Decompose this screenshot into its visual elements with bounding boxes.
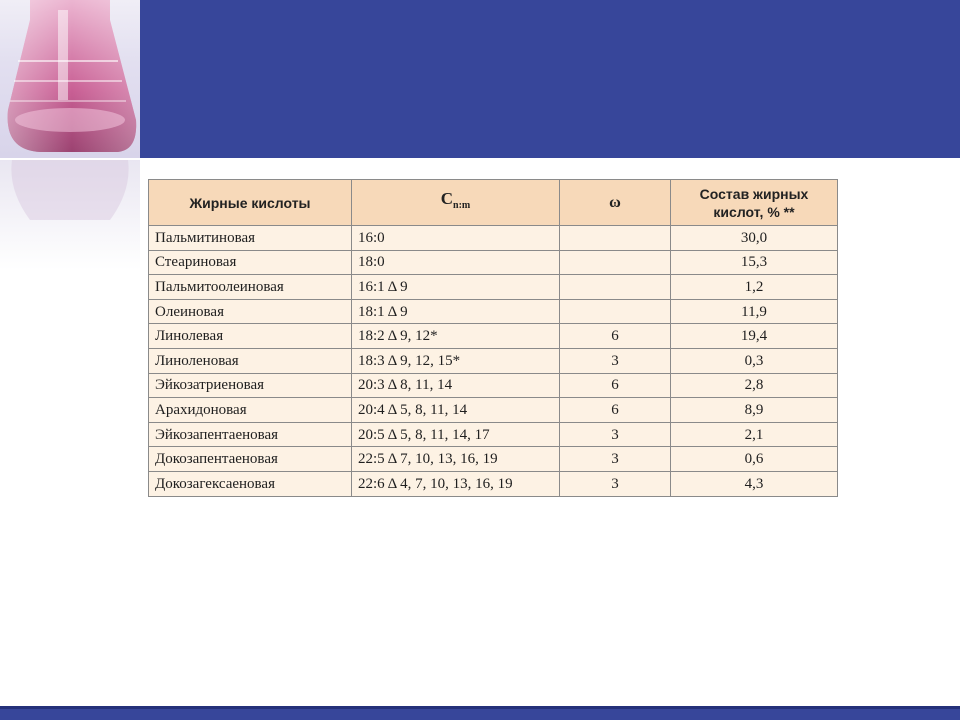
table-row <box>149 226 838 251</box>
cell-omega: 6 <box>560 324 671 349</box>
table-row <box>149 348 838 373</box>
header-cnm-sub: n:m <box>453 199 471 211</box>
footer-band-edge <box>0 706 960 709</box>
cell-formula: 16:0 <box>352 226 560 251</box>
flask-icon <box>0 0 140 158</box>
cell-name: Арахидоновая <box>149 398 352 423</box>
table-row <box>149 447 838 472</box>
cell-formula: 22:5 Δ 7, 10, 13, 16, 19 <box>352 447 560 472</box>
cell-formula: 18:3 Δ 9, 12, 15* <box>352 348 560 373</box>
table-row <box>149 373 838 398</box>
cell-name: Эйкозапентаеновая <box>149 422 352 447</box>
cell-formula: 20:3 Δ 8, 11, 14 <box>352 373 560 398</box>
header-composition: Состав жирных кислот, % ** <box>671 180 838 226</box>
cell-composition: 11,9 <box>671 299 838 324</box>
cell-omega: 6 <box>560 398 671 423</box>
cell-name: Пальмитоолеиновая <box>149 275 352 300</box>
header-cnm <box>352 180 560 226</box>
cell-composition: 15,3 <box>671 250 838 275</box>
cell-composition: 1,2 <box>671 275 838 300</box>
cell-omega <box>560 250 671 275</box>
cell-omega <box>560 275 671 300</box>
cell-name: Докозапентаеновая <box>149 447 352 472</box>
cell-composition: 0,3 <box>671 348 838 373</box>
cell-composition: 30,0 <box>671 226 838 251</box>
cell-omega <box>560 299 671 324</box>
header-band <box>140 0 960 158</box>
cell-omega: 3 <box>560 471 671 496</box>
cell-name: Линоленовая <box>149 348 352 373</box>
cell-composition: 4,3 <box>671 471 838 496</box>
fatty-acids-table <box>148 179 838 497</box>
cell-formula: 18:1 Δ 9 <box>352 299 560 324</box>
cell-name: Стеариновая <box>149 250 352 275</box>
cell-formula: 20:5 Δ 5, 8, 11, 14, 17 <box>352 422 560 447</box>
table-row <box>149 250 838 275</box>
cell-formula: 18:0 <box>352 250 560 275</box>
cell-formula: 22:6 Δ 4, 7, 10, 13, 16, 19 <box>352 471 560 496</box>
cell-formula: 18:2 Δ 9, 12* <box>352 324 560 349</box>
table-row <box>149 324 838 349</box>
cell-composition: 2,1 <box>671 422 838 447</box>
header-omega <box>560 180 671 226</box>
cell-composition: 8,9 <box>671 398 838 423</box>
cell-omega <box>560 226 671 251</box>
header-omega-label: ω <box>609 194 621 211</box>
header-cnm-base: C <box>440 189 454 209</box>
cell-omega: 6 <box>560 373 671 398</box>
cell-name: Докозагексаеновая <box>149 471 352 496</box>
cell-omega: 3 <box>560 422 671 447</box>
cell-formula: 16:1 Δ 9 <box>352 275 560 300</box>
cell-composition: 0,6 <box>671 447 838 472</box>
cell-omega: 3 <box>560 447 671 472</box>
cell-name: Линолевая <box>149 324 352 349</box>
header-fatty-acids: Жирные кислоты <box>149 180 352 226</box>
table-row <box>149 398 838 423</box>
cell-name: Пальмитиновая <box>149 226 352 251</box>
table-row <box>149 471 838 496</box>
flask-reflection <box>0 160 140 270</box>
cell-name: Олеиновая <box>149 299 352 324</box>
cell-name: Эйкозатриеновая <box>149 373 352 398</box>
cell-omega: 3 <box>560 348 671 373</box>
table-row <box>149 422 838 447</box>
cell-composition: 19,4 <box>671 324 838 349</box>
cell-formula: 20:4 Δ 5, 8, 11, 14 <box>352 398 560 423</box>
table-header-row <box>149 180 838 226</box>
cell-composition: 2,8 <box>671 373 838 398</box>
table-row <box>149 299 838 324</box>
table-row <box>149 275 838 300</box>
